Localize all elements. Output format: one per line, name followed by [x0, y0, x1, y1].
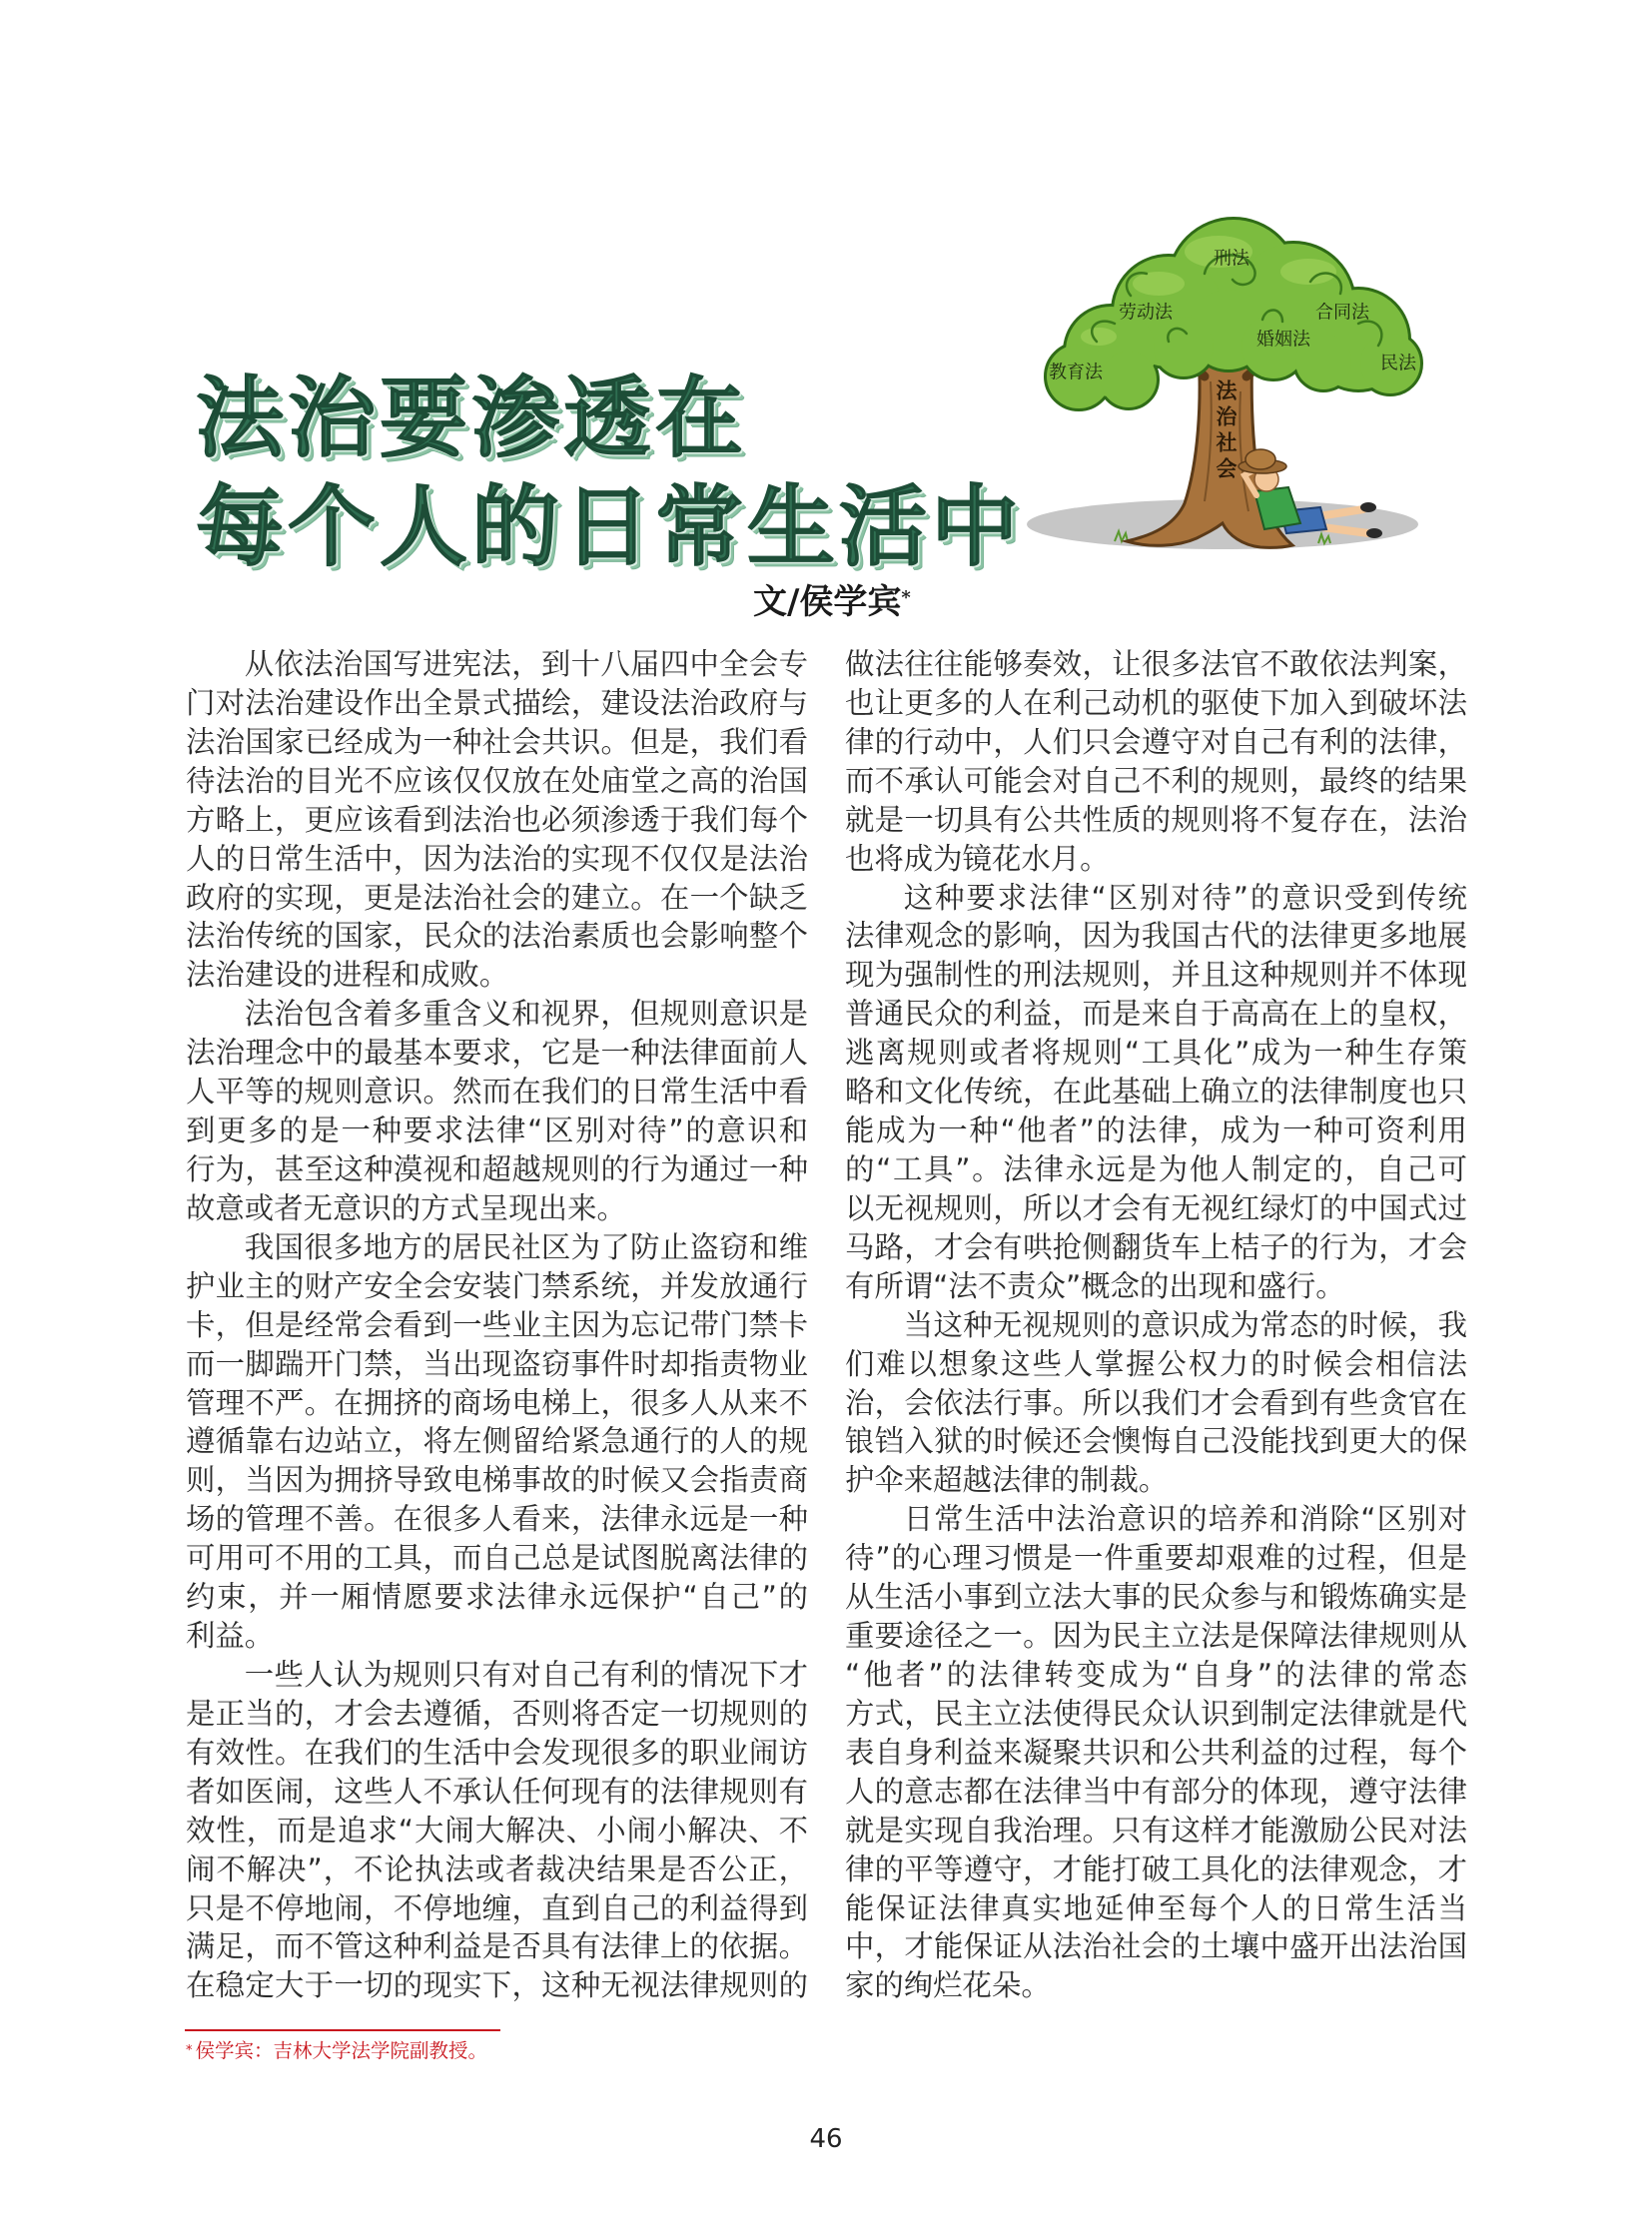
body-line: 法治建设的进程和成败。	[186, 958, 509, 993]
body-line: 现为强制性的刑法规则，并且这种规则并不体现	[845, 958, 1467, 993]
body-line: 而不承认可能会对自己不利的规则，最终的结果	[845, 763, 1467, 798]
page-number: 46	[809, 2124, 843, 2154]
body-line: 锒铛入狱的时候还会懊悔自己没能找到更大的保	[845, 1424, 1467, 1459]
body-line: 律的平等遵守，才能打破工具化的法律观念，才	[845, 1852, 1467, 1886]
body-line: 表自身利益来凝聚共识和公共利益的过程，每个	[845, 1735, 1467, 1770]
byline-author: 文/侯学宾	[753, 582, 902, 622]
body-line: 效性，而是追求“大闹大解决、小闹小解决、不	[186, 1813, 808, 1848]
paragraph	[845, 1306, 1467, 1501]
paragraph	[845, 879, 1467, 1306]
footnote-mark: *	[186, 2043, 193, 2058]
body-line: 重要途径之一。因为民主立法是保障法律规则从	[845, 1619, 1467, 1654]
body-line: 故意或者无意识的方式呈现出来。	[186, 1190, 626, 1225]
body-line: 满足，而不管这种利益是否具有法律上的依据。	[186, 1929, 808, 1964]
body-line: 能成为一种“他者”的法律，成为一种可资利用	[845, 1114, 1467, 1148]
body-line: 人的意志都在法律当中有部分的体现，遵守法律	[845, 1774, 1467, 1809]
body-line: 从依法治国写进宪法，到十八届四中全会专	[244, 647, 808, 681]
body-line: 场的管理不善。在很多人看来，法律永远是一种	[186, 1502, 808, 1537]
body-line: 有所谓“法不责众”概念的出现和盛行。	[845, 1268, 1345, 1303]
body-line: 当这种无视规则的意识成为常态的时候，我	[903, 1307, 1467, 1342]
article-title	[196, 364, 1023, 581]
body-column-left	[186, 645, 808, 2005]
body-line: 则，当因为拥挤导致电梯事故的时候又会指责商	[186, 1463, 808, 1498]
body-line: 在稳定大于一切的现实下，这种无视法律规则的	[186, 1968, 808, 2003]
paragraph	[186, 995, 808, 1228]
body-line: “他者”的法律转变成为“自身”的法律的常态	[845, 1657, 1467, 1692]
body-line: 方式，民主立法使得民众认识到制定法律就是代	[845, 1696, 1467, 1731]
body-line: 这种要求法律“区别对待”的意识受到传统	[903, 880, 1467, 915]
body-line: 能保证法律真实地延伸至每个人的日常生活当	[845, 1890, 1467, 1925]
body-line: 我国很多地方的居民社区为了防止盗窃和维	[244, 1229, 808, 1264]
canopy-label-marriage-law: 婚姻法	[1256, 329, 1310, 351]
body-line: 略和文化传统，在此基础上确立的法律制度也只	[845, 1075, 1467, 1110]
body-line: 法治理念中的最基本要求，它是一种法律面前人	[186, 1036, 808, 1071]
byline	[753, 582, 911, 622]
body-line: 日常生活中法治意识的培养和消除“区别对	[903, 1502, 1467, 1537]
body-line: 护业主的财产安全会安装门禁系统，并发放通行	[186, 1268, 808, 1303]
body-line: 治，会依法行事。所以我们才会看到有些贪官在	[845, 1385, 1467, 1420]
footnote	[186, 2039, 487, 2063]
trunk-label: 法治社会	[1214, 379, 1238, 483]
byline-footnote-mark: *	[901, 587, 911, 608]
body-line: 普通民众的利益，而是来自于高高在上的皇权，	[845, 997, 1467, 1032]
body-line: 遵循靠右边站立，将左侧留给紧急通行的人的规	[186, 1424, 808, 1459]
body-line: 约束，并一厢情愿要求法律永远保护“自己”的	[186, 1580, 808, 1615]
canopy-label-education-law: 教育法	[1049, 362, 1103, 383]
body-line: 就是一切具有公共性质的规则将不复存在，法治	[845, 802, 1467, 837]
body-line: 法治包含着多重含义和视界，但规则意识是	[244, 997, 808, 1032]
body-line: 律的行动中，人们只会遵守对自己有利的法律，	[845, 724, 1467, 759]
body-line: 到更多的是一种要求法律“区别对待”的意识和	[186, 1114, 808, 1148]
body-line: 法治国家已经成为一种社会共识。但是，我们看	[186, 724, 808, 759]
body-line: 就是实现自我治理。只有这样才能激励公民对法	[845, 1813, 1467, 1848]
body-line: 闹不解决”，不论执法或者裁决结果是否公正，	[186, 1852, 808, 1886]
title-line-2: 每个人的日常生活中	[196, 475, 1024, 578]
body-line: 护伞来超越法律的制裁。	[845, 1463, 1169, 1498]
canopy-label-contract-law: 合同法	[1315, 302, 1369, 324]
paragraph	[186, 1656, 808, 2005]
body-line: 待”的心理习惯是一件重要却艰难的过程，但是	[845, 1541, 1467, 1576]
body-line: 人的日常生活中，因为法治的实现不仅仅是法治	[186, 841, 808, 876]
body-line: 只是不停地闹，不停地缠，直到自己的利益得到	[186, 1890, 808, 1925]
body-line: 做法往往能够奏效，让很多法官不敢依法判案，	[845, 647, 1467, 681]
body-line: 卡，但是经常会看到一些业主因为忘记带门禁卡	[186, 1307, 808, 1342]
body-line: 管理不严。在拥挤的商场电梯上，很多人从来不	[186, 1385, 808, 1420]
body-line: 逃离规则或者将规则“工具化”成为一种生存策	[845, 1036, 1467, 1071]
paragraph	[845, 1500, 1467, 2005]
title-line-1: 法治要渗透在	[196, 367, 748, 469]
body-line: 也让更多的人在利己动机的驱使下加入到破坏法	[845, 685, 1467, 720]
paragraph	[845, 645, 1467, 879]
paragraph	[186, 1228, 808, 1656]
body-line: 门对法治建设作出全景式描绘，建设法治政府与	[186, 685, 808, 720]
body-line: 者如医闹，这些人不承认任何现有的法律规则有	[186, 1774, 808, 1809]
body-line: 的“工具”。法律永远是为他人制定的，自己可	[845, 1151, 1467, 1186]
body-line: 是正当的，才会去遵循，否则将否定一切规则的	[186, 1696, 808, 1731]
body-line: 行为，甚至这种漠视和超越规则的行为通过一种	[186, 1151, 808, 1186]
body-line: 而一脚踹开门禁，当出现盗窃事件时却指责物业	[186, 1346, 808, 1381]
body-line: 以无视规则，所以才会有无视红绿灯的中国式过	[845, 1190, 1467, 1225]
body-line: 利益。	[186, 1619, 275, 1654]
body-column-right	[845, 645, 1467, 2005]
body-line: 人平等的规则意识。然而在我们的日常生活中看	[186, 1075, 808, 1110]
body-line: 从生活小事到立法大事的民众参与和锻炼确实是	[845, 1580, 1467, 1615]
canopy-label-criminal-law: 刑法	[1214, 248, 1249, 270]
body-line: 政府的实现，更是法治社会的建立。在一个缺乏	[186, 880, 808, 915]
body-line: 法律观念的影响，因为我国古代的法律更多地展	[845, 919, 1467, 954]
body-line: 一些人认为规则只有对自己有利的情况下才	[244, 1657, 808, 1692]
canopy-label-labor-law: 劳动法	[1119, 302, 1173, 324]
body-line: 们难以想象这些人掌握公权力的时候会相信法	[845, 1346, 1467, 1381]
body-line: 可用可不用的工具，而自己总是试图脱离法律的	[186, 1541, 808, 1576]
body-line: 也将成为镜花水月。	[845, 841, 1110, 876]
body-line: 待法治的目光不应该仅仅放在处庙堂之高的治国	[186, 763, 808, 798]
footnote-rule	[185, 2029, 500, 2031]
body-line: 中，才能保证从法治社会的土壤中盛开出法治国	[845, 1929, 1467, 1964]
footnote-text: 侯学宾：吉林大学法学院副教授。	[195, 2039, 488, 2062]
body-line: 方略上，更应该看到法治也必须渗透于我们每个	[186, 802, 808, 837]
paragraph	[186, 645, 808, 995]
body-line: 法治传统的国家，民众的法治素质也会影响整个	[186, 919, 808, 954]
body-line: 家的绚烂花朵。	[845, 1968, 1051, 2003]
body-line: 有效性。在我们的生活中会发现很多的职业闹访	[186, 1735, 808, 1770]
body-line: 马路，才会有哄抢侧翻货车上桔子的行为，才会	[845, 1229, 1467, 1264]
canopy-label-civil-law: 民法	[1380, 353, 1416, 374]
